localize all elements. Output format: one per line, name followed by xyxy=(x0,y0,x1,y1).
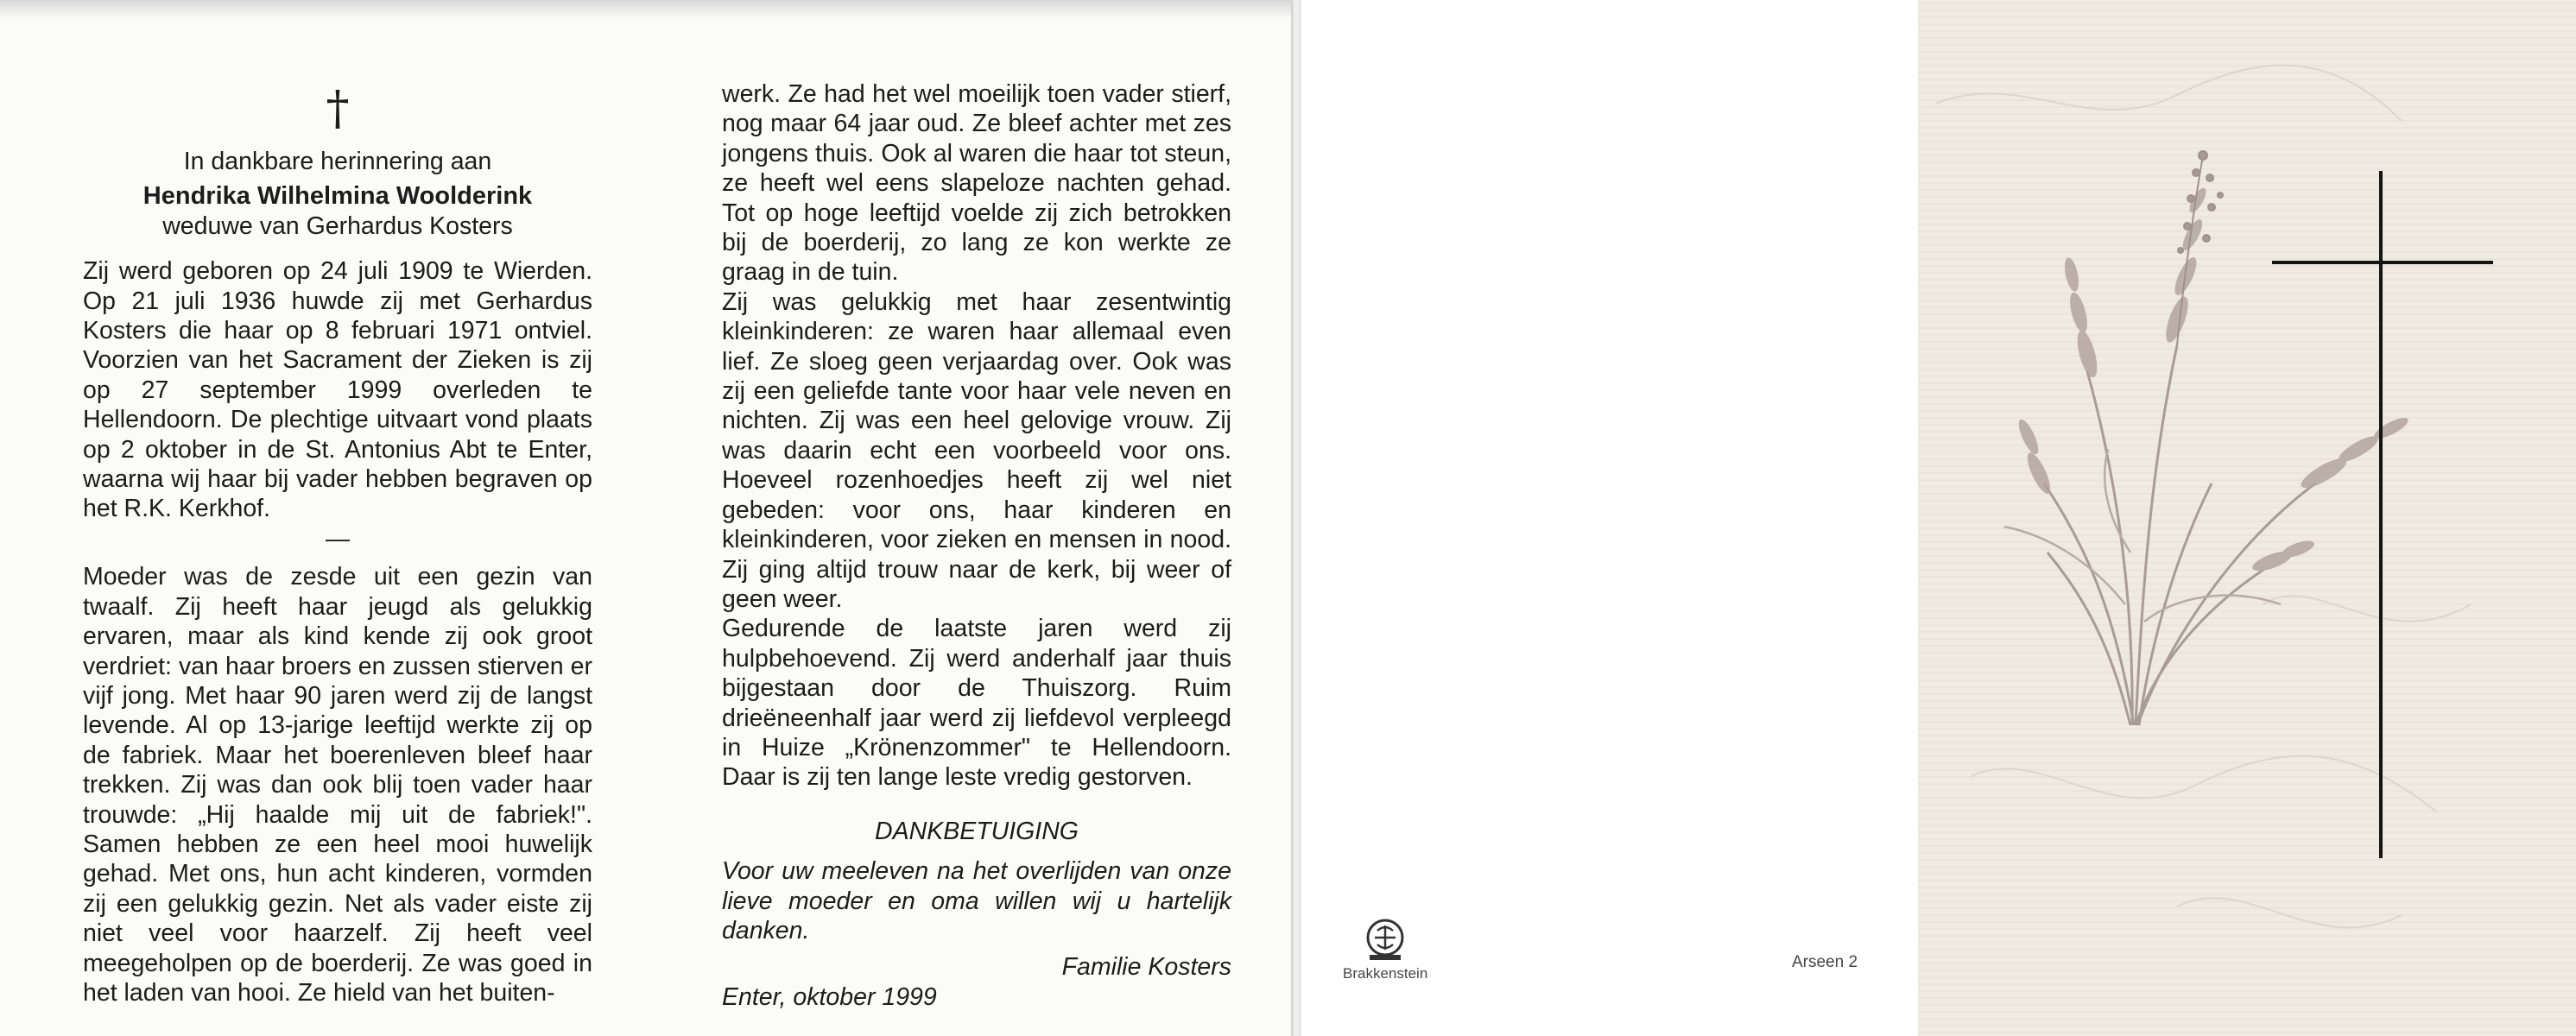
publisher-block xyxy=(1343,917,1427,982)
intro-text: In dankbare herinnering aan xyxy=(183,148,492,175)
column-left xyxy=(83,83,592,1008)
family-signature: Familie Kosters xyxy=(1061,953,1231,982)
thanks-heading: DANKBETUIGING xyxy=(875,817,1079,845)
biography-paragraph-1: Zij werd geboren op 24 juli 1909 te Wierden. Op 21 juli 1936 huwde zij met Gerhardus Kosters die haar op 8 februari 1971 ontviel. Voorzien van het Sacrament der Zieken is zij op 27 september 1999 overleden te Hellendoorn. De plechtige uitvaart vond plaats op 2 oktober in de St. Antonius Abt te Enter, waarna wij haar bij vader hebben begraven op het R.K. Kerkhof. xyxy=(83,257,592,523)
card-code: Arseen 2 xyxy=(1792,953,1858,971)
place-date: Enter, oktober 1999 xyxy=(722,982,937,1011)
right-page xyxy=(1301,0,2576,1036)
publisher-name: Brakkenstein xyxy=(1343,965,1428,982)
column-right xyxy=(722,79,1231,1012)
biography-paragraph-5: Gedurende de laatste jaren werd zij hulpbehoevend. Zij werd anderhalf jaar thuis bijgestaan door de Thuiszorg. Ruim drieëneenhalf jaar werd zij liefdevol verpleegd in Huize „Krönenzommer" te Hellendoorn. Daar is zij ten lange leste vredig gestorven. xyxy=(722,615,1231,792)
latin-cross-vertical-icon xyxy=(2379,171,2383,858)
card-fold-gutter xyxy=(1291,0,1301,1036)
latin-cross-horizontal-icon xyxy=(2272,261,2493,264)
biography-paragraph-2: Moeder was de zesde uit een gezin van twaalf. Zij heeft haar jeugd als gelukkig ervaren, maar als kind kende zij ook groot verdriet: van haar broers en zussen stierven er vijf jong. Met haar 90 jaren werd zij de langst levende. Al op 13-jarige leeftijd werkte zij op de fabriek. Maar het boerenleven bleef haar trekken. Zij was dan ook blij toen vader haar trouwde: „Hij haalde mij uit de fabriek!". Samen hebben ze een heel mooi huwelijk gehad. Met ons, hun acht kinderen, vormden zij een gelukkig gezin. Net als vader eiste zij niet veel voor haarzelf. Zij heeft veel meegeholpen op de boerderij. Ze was goed in het laden van hooi. Ze hield van het buiten- xyxy=(83,563,592,1007)
thanks-text: Voor uw meeleven na het overlijden van onze lieve moeder en oma willen wij u hartelijk danken. xyxy=(722,857,1231,944)
decor-panel xyxy=(1918,0,2576,1036)
wheat-stalks-illustration-icon xyxy=(1918,0,2576,1036)
widow-of-text: weduwe van Gerhardus Kosters xyxy=(162,212,513,240)
cross-icon: † xyxy=(326,81,350,136)
page-top-shadow xyxy=(0,0,1291,19)
deceased-name: Hendrika Wilhelmina Woolderink xyxy=(142,182,533,211)
biography-paragraph-3: werk. Ze had het wel moeilijk toen vader stierf, nog maar 64 jaar oud. Ze bleef achter met zes jongens thuis. Ook al waren die haar tot steun, ze heeft wel eens slapeloze nachten gehad. Tot op hoge leeftijd voelde zij zich betrokken bij de boerderij, zo lang ze kon werkte ze graag in de tuin. xyxy=(722,80,1231,287)
biography-paragraph-4: Zij was gelukkig met haar zesentwintig kleinkinderen: ze waren haar allemaal even lief. Ze sloeg geen verjaardag over. Ook was zij een geliefde tante voor haar vele neven en nichten. Zij was een heel gelovige vrouw. Zij was daarin echt een voorbeeld voor ons. Hoeveel rozenhoedjes heeft zij wel niet gebeden: voor ons, haar kinderen en kleinkinderen, voor zieken en mensen in nood. Zij ging altijd trouw naar de kerk, bij weer of geen weer. xyxy=(722,287,1231,613)
separator-dash: — xyxy=(326,524,350,552)
brakkenstein-logo-icon xyxy=(1343,917,1427,962)
